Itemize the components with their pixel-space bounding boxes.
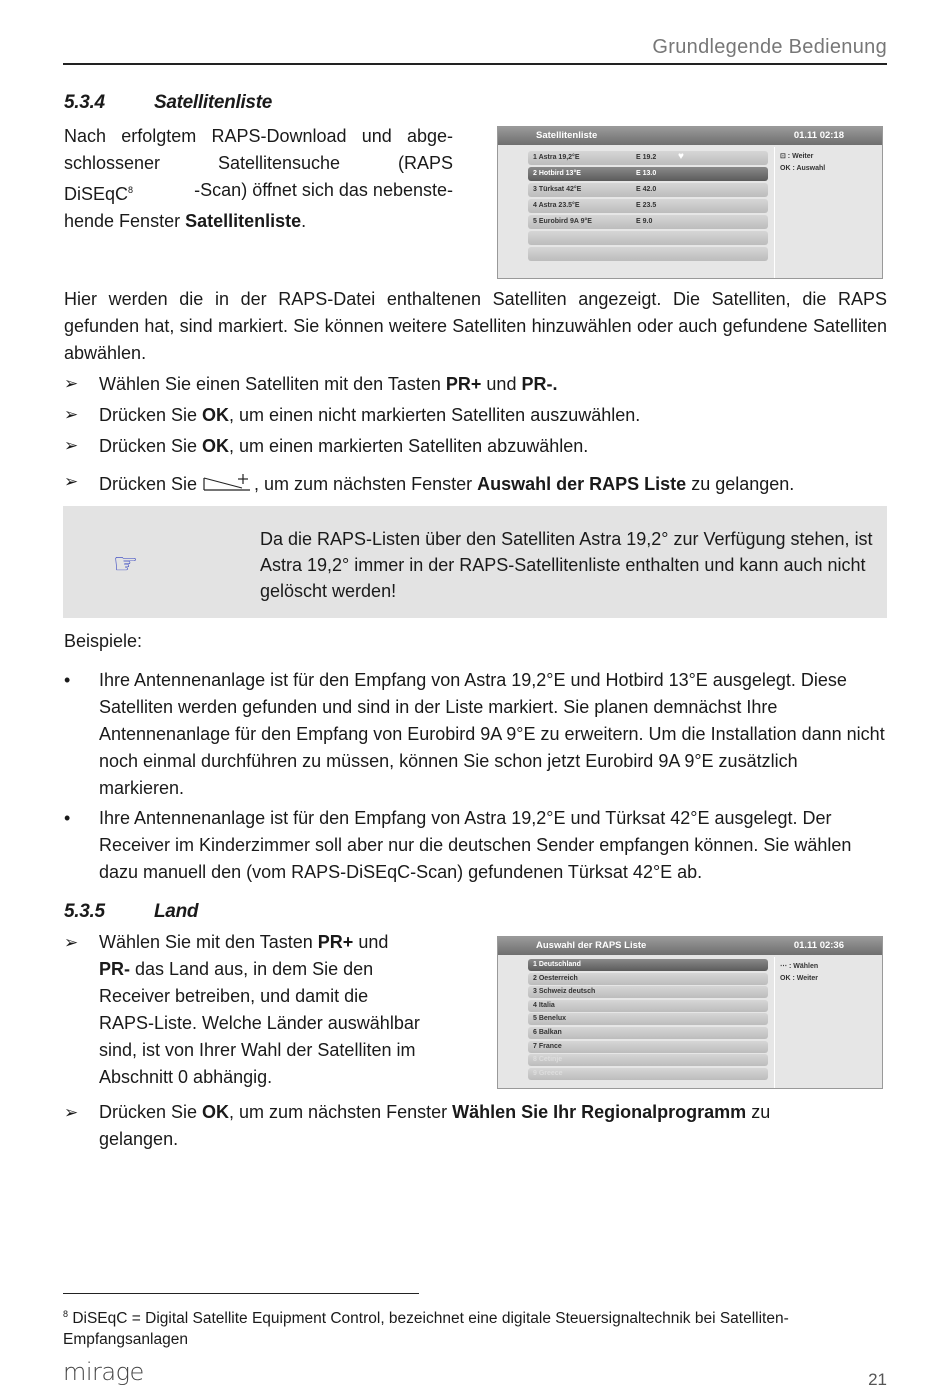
intro-word: -Scan) öffnet sich das nebenste- bbox=[194, 180, 453, 200]
country-list bbox=[528, 959, 768, 1081]
footnote-text: DiSEqC = Digital Satellite Equipment Control, bezeichnet eine digitale Steuersignaltechnik bei Satelliten-Empfangsanlagen bbox=[63, 1310, 789, 1348]
list-item: ➢ Drücken Sie OK, um einen markierten Satelliten abzuwählen. bbox=[64, 436, 794, 472]
list-item: ➢ Drücken Sie OK, um zum nächsten Fenster Wählen Sie Ihr Regionalprogramm zu gelangen. bbox=[64, 1099, 770, 1153]
section-title: Satellitenliste bbox=[154, 92, 272, 113]
section-number: 5.3.5 bbox=[64, 901, 105, 922]
list-item: ➢ Wählen Sie einen Satelliten mit den Tasten PR+ und PR-. bbox=[64, 374, 794, 405]
pointing-hand-icon: ☞ bbox=[113, 548, 139, 579]
page-number: 21 bbox=[868, 1370, 887, 1388]
satellite-row: 1 Astra 19,2°E E 19.2 ♥ bbox=[528, 151, 768, 165]
screen-title: Satellitenliste bbox=[498, 127, 882, 145]
empty-row bbox=[528, 231, 768, 245]
section-number: 5.3.4 bbox=[64, 92, 105, 113]
example-item bbox=[64, 667, 887, 802]
running-header: Grundlegende Bedienung bbox=[652, 36, 887, 58]
satellite-list bbox=[528, 151, 768, 263]
intro-word: schlossener bbox=[64, 153, 161, 173]
intro-line: Nach erfolgtem RAPS-Download und abge- bbox=[64, 126, 453, 146]
heart-icon: ♥ bbox=[678, 151, 684, 162]
satellite-row: 3 Türksat 42°E E 42.0 bbox=[528, 183, 768, 197]
footnote-ref: 8 bbox=[128, 185, 134, 195]
country-row: 9 Greece bbox=[528, 1068, 768, 1080]
satellite-row: 4 Astra 23.5°E E 23.5 bbox=[528, 199, 768, 213]
footnote-rule bbox=[63, 1293, 419, 1294]
screen-time: 01.11 02:18 bbox=[793, 130, 844, 141]
legend-item: ⊡ : Weiter bbox=[780, 153, 814, 160]
tv-key-plus-icon bbox=[202, 472, 254, 494]
country-row: 4 Italia bbox=[528, 1000, 768, 1012]
mirage-logo: mirage bbox=[63, 1358, 144, 1386]
arrowhead-bullet-icon: ➢ bbox=[64, 933, 79, 952]
intro-line bbox=[64, 177, 453, 208]
bullet-dot-icon: • bbox=[64, 808, 71, 828]
arrowhead-bullet-icon: ➢ bbox=[64, 436, 79, 455]
intro-paragraph bbox=[64, 123, 453, 235]
bullet-list bbox=[64, 374, 794, 503]
arrowhead-bullet-icon: ➢ bbox=[64, 1103, 79, 1122]
country-row: 2 Oesterreich bbox=[528, 973, 768, 985]
country-row: 1 Deutschland bbox=[528, 959, 768, 971]
list-item: ➢ Drücken Sie , um zum nächsten Fenster Auswahl der RAPS Liste zu gelangen. bbox=[64, 472, 794, 503]
arrowhead-bullet-icon: ➢ bbox=[64, 374, 79, 393]
satellite-row: 5 Eurobird 9A 9°E E 9.0 bbox=[528, 215, 768, 229]
example-item bbox=[64, 805, 887, 886]
footnote-number: 8 bbox=[63, 1309, 69, 1319]
bullet-dot-icon: • bbox=[64, 670, 71, 690]
example-text: Ihre Antennenanlage ist für den Empfang von Astra 19,2°E und Hotbird 13°E ausgelegt. Diese Satelliten werden gefunden und sind in der Liste markiert. Sie planen demnächst Ihre Antennenanlage für den Empfang von Eurobird 9A 9°E zu erweitern. Um die Installation dann nicht noch einmal durchführen zu müssen, können Sie schon jetzt Eurobird 9A 9°E zusätzlich markieren. bbox=[99, 670, 885, 798]
country-row: 7 France bbox=[528, 1041, 768, 1053]
arrowhead-bullet-icon: ➢ bbox=[64, 405, 79, 424]
screen-time: 01.11 02:36 bbox=[793, 940, 844, 951]
note-text: Da die RAPS-Listen über den Satelliten Astra 19,2° zur Verfügung stehen, ist Astra 19,2° immer in der RAPS-Satellitenliste enthalten und kann auch nicht gelöscht werden! bbox=[260, 529, 873, 601]
land-instructions: Wählen Sie mit den Tasten PR+ und PR- das Land aus, in dem Sie den Receiver betreiben, und damit die RAPS-Liste. Welche Länder auswählbar sind, ist von Ihrer Wahl der Satelliten im Abschnitt 0 abhängig. bbox=[99, 932, 420, 1087]
arrowhead-bullet-icon: ➢ bbox=[64, 472, 79, 491]
example-text: Ihre Antennenanlage ist für den Empfang von Astra 19,2°E und Türksat 42°E ausgelegt. Der Receiver im Kinderzimmer soll aber nur die deutschen Sender empfangen können. Sie wählen dazu manuell den (vom RAPS-DiSEqC-Scan) gefundenen Türksat 42°E ab. bbox=[99, 808, 852, 882]
satellite-row: 2 Hotbird 13°E E 13.0 bbox=[528, 167, 768, 181]
screen-divider bbox=[774, 957, 775, 1088]
intro-line bbox=[64, 150, 453, 177]
footnote bbox=[63, 1304, 893, 1350]
country-row: 5 Benelux bbox=[528, 1013, 768, 1025]
country-row: 3 Schweiz deutsch bbox=[528, 986, 768, 998]
legend-item: OK : Weiter bbox=[780, 975, 818, 982]
legend-item: ⋯ : Wählen bbox=[780, 963, 819, 970]
examples-label: Beispiele: bbox=[64, 631, 143, 651]
body-paragraph: Hier werden die in der RAPS-Datei enthaltenen Satelliten angezeigt. Die Satelliten, die RAPS gefunden hat, sind markiert. Sie können weitere Satelliten hinzuwählen oder auch gefundene Satelliten abwählen. bbox=[64, 289, 887, 363]
country-row: 6 Balkan bbox=[528, 1027, 768, 1039]
section-title: Land bbox=[154, 901, 199, 922]
raps-list-screenshot bbox=[497, 936, 883, 1089]
screen-legend bbox=[780, 961, 818, 985]
screen-title: Auswahl der RAPS Liste bbox=[498, 937, 882, 955]
satellitenliste-screenshot bbox=[497, 126, 883, 279]
intro-word: (RAPS bbox=[397, 153, 453, 173]
header-rule bbox=[63, 63, 887, 65]
screen-legend bbox=[780, 151, 825, 175]
screen-divider bbox=[774, 147, 775, 278]
list-item bbox=[64, 929, 420, 1091]
empty-row bbox=[528, 247, 768, 261]
intro-word: DiSEqC$^8$ bbox=[64, 184, 134, 204]
intro-word: Satellitensuche bbox=[217, 153, 341, 173]
intro-line: hende Fenster Satellitenliste. bbox=[64, 211, 307, 231]
country-row: 8 Cetinje bbox=[528, 1054, 768, 1066]
legend-item: OK : Auswahl bbox=[780, 165, 826, 172]
list-item: ➢ Drücken Sie OK, um einen nicht markierten Satelliten auszuwählen. bbox=[64, 405, 794, 436]
